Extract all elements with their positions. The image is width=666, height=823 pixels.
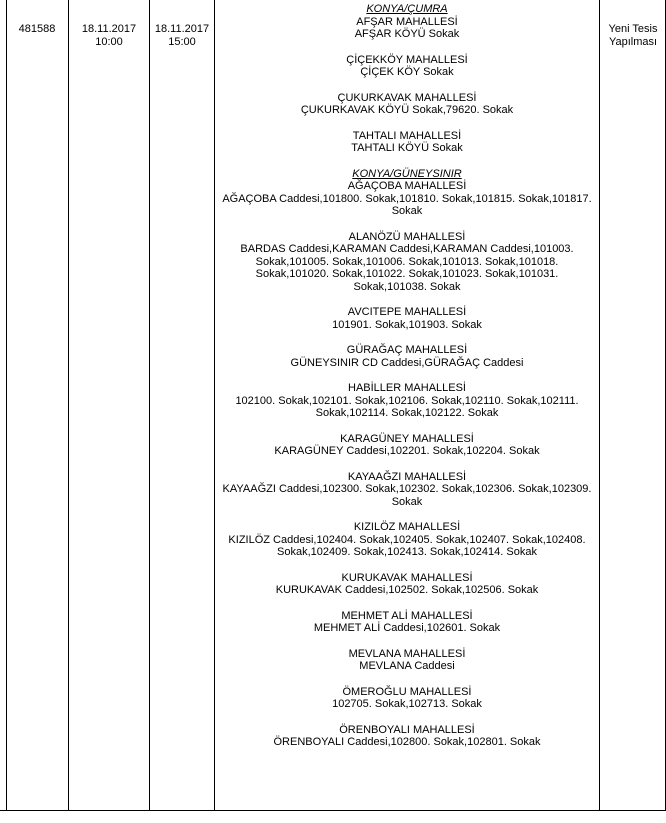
street-list-line: GÜNEYSINIR CD Caddesi,GÜRAĞAÇ Caddesi (290, 356, 524, 369)
neighborhood-block (215, 231, 599, 294)
neighborhood-title: KIZILÖZ MAHALLESİ (353, 521, 461, 533)
street-list-line: AĞAÇOBA Caddesi,101800. Sokak,101810. Sokak,101815. Sokak,101817. (222, 192, 592, 205)
street-list-line: ÇUKURKAVAK KÖYÜ Sokak,79620. Sokak (300, 104, 514, 116)
region-heading: KONYA/GÜNEYSINIR (352, 167, 462, 180)
street-list-line: Sokak,101038. Sokak (353, 280, 461, 293)
neighborhood-block (215, 344, 599, 369)
neighborhood-title: AFŞAR MAHALLESİ (356, 15, 458, 28)
neighborhood-block (215, 3, 599, 41)
affected-addresses (215, 3, 599, 749)
neighborhood-block (215, 92, 599, 117)
neighborhood-title: AĞAÇOBA MAHALLESİ (347, 180, 467, 192)
neighborhood-block (215, 610, 599, 635)
street-list-line: ÖRENBOYALI Caddesi,102800. Sokak,102801. Sokak (273, 736, 541, 748)
neighborhood-title: ALANÖZÜ MAHALLESİ (348, 230, 466, 243)
neighborhood-title: KAYAAĞZI MAHALLESİ (347, 470, 467, 483)
record-id-value: 481588 (18, 23, 56, 35)
neighborhood-title: HABİLLER MAHALLESİ (348, 382, 466, 394)
street-list-line: Sokak (391, 495, 423, 508)
end-date: 18.11.2017 (154, 23, 210, 35)
street-list-line: Sokak (391, 205, 423, 217)
neighborhood-block (215, 686, 599, 711)
start-datetime (69, 23, 149, 48)
street-list-line: 102705. Sokak,102713. Sokak (332, 698, 482, 710)
neighborhood-block (215, 54, 599, 79)
column-divider (68, 0, 69, 811)
neighborhood-title: TAHTALI MAHALLESİ (352, 129, 462, 142)
neighborhood-block (215, 433, 599, 458)
work-type-line2: Yapılması (608, 35, 658, 48)
street-list-line: BARDAS Caddesi,KARAMAN Caddesi,KARAMAN Caddesi,101003. (240, 243, 574, 255)
neighborhood-title: ÇİÇEKKÖY MAHALLESİ (346, 53, 468, 66)
street-list-line: KURUKAVAK Caddesi,102502. Sokak,102506. Sokak (275, 584, 539, 596)
street-list-line: Sokak,102409. Sokak,102413. Sokak,102414. Sokak (277, 546, 537, 558)
street-list-line: MEVLANA Caddesi (359, 660, 455, 672)
work-type-line1: Yeni Tesis (608, 23, 658, 35)
work-type (600, 23, 666, 48)
neighborhood-block (215, 572, 599, 597)
neighborhood-block (215, 168, 599, 218)
street-list-line: KAYAAĞZI Caddesi,102300. Sokak,102302. Sokak,102306. Sokak,102309. (222, 483, 592, 495)
neighborhood-block (215, 724, 599, 749)
neighborhood-block (215, 471, 599, 509)
neighborhood-block (215, 306, 599, 331)
neighborhood-title: ÖRENBOYALI MAHALLESİ (339, 723, 475, 736)
neighborhood-block (215, 130, 599, 155)
street-list-line: 102100. Sokak,102101. Sokak,102106. Sokak,102110. Sokak,102111. (235, 394, 579, 407)
street-list-line: 101901. Sokak,101903. Sokak (332, 318, 482, 331)
neighborhood-title: ÖMEROĞLU MAHALLESİ (342, 685, 472, 698)
street-list-line: Sokak,101005. Sokak,101006. Sokak,101013. Sokak,101018. (255, 255, 559, 268)
end-time: 15:00 (168, 35, 196, 48)
end-datetime (150, 23, 214, 48)
neighborhood-title: GÜRAĞAÇ MAHALLESİ (346, 344, 468, 356)
neighborhood-title: MEVLANA MAHALLESİ (348, 647, 466, 660)
street-list-line: KIZILÖZ Caddesi,102404. Sokak,102405. Sokak,102407. Sokak,102408. (228, 533, 586, 546)
neighborhood-title: KARAGÜNEY MAHALLESİ (340, 432, 474, 445)
street-list-line: Sokak,101020. Sokak,101022. Sokak,101023. Sokak,101031. (255, 268, 559, 280)
column-divider (6, 0, 7, 811)
neighborhood-title: ÇUKURKAVAK MAHALLESİ (337, 91, 477, 104)
street-list-line: ÇİÇEK KÖY Sokak (360, 66, 454, 78)
neighborhood-block (215, 648, 599, 673)
start-date: 18.11.2017 (81, 23, 137, 35)
neighborhood-title: KURUKAVAK MAHALLESİ (341, 571, 473, 584)
street-list-line: KARAGÜNEY Caddesi,102201. Sokak,102204. Sokak (274, 445, 540, 457)
street-list-line: TAHTALI KÖYÜ Sokak (351, 142, 463, 154)
column-divider (149, 0, 150, 811)
column-divider (599, 0, 600, 811)
start-time: 10:00 (95, 35, 123, 48)
street-list-line: MEHMET ALİ Caddesi,102601. Sokak (313, 622, 501, 634)
neighborhood-title: MEHMET ALİ MAHALLESİ (341, 609, 473, 622)
record-id (6, 23, 68, 36)
neighborhood-block (215, 382, 599, 420)
row-divider (0, 810, 666, 811)
neighborhood-block (215, 521, 599, 559)
neighborhood-title: AVCITEPE MAHALLESİ (347, 306, 467, 318)
street-list-line: Sokak,102114. Sokak,102122. Sokak (315, 407, 499, 419)
region-heading: KONYA/ÇUMRA (366, 3, 448, 15)
street-list-line: AFŞAR KÖYÜ Sokak (354, 28, 460, 40)
